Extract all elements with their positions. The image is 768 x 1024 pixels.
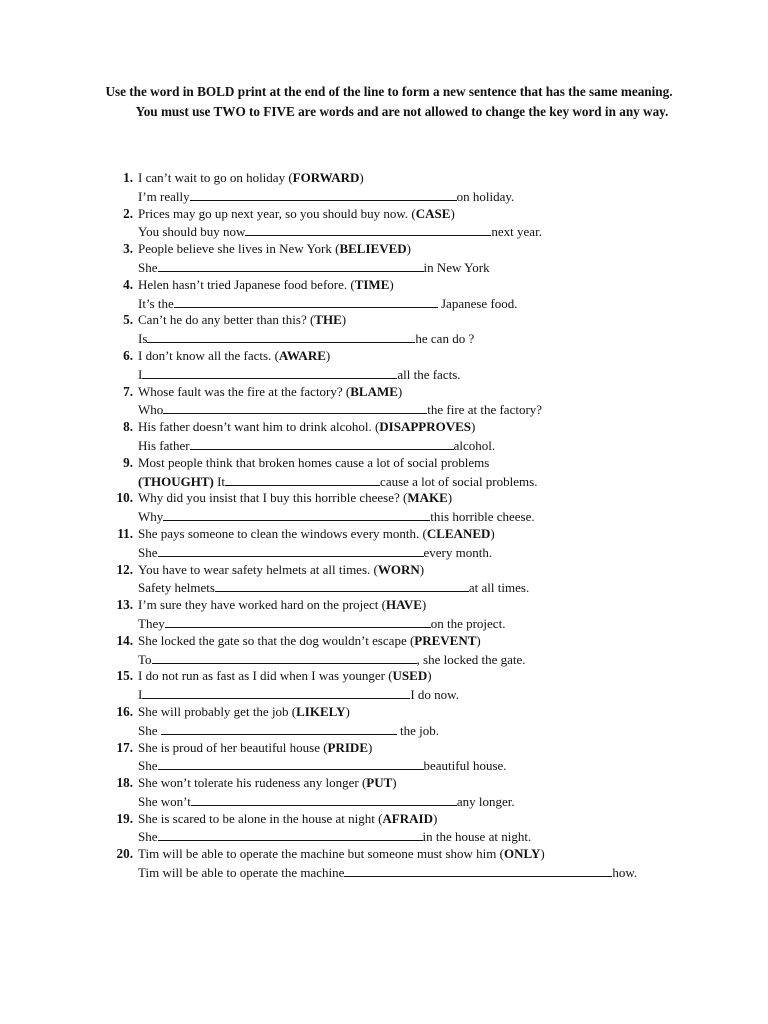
rewrite-start: You should buy now [138,224,246,240]
exercise-item [100,347,700,383]
item-sentence [138,703,350,721]
rewrite-line [138,756,507,775]
rewrite-start: Tim will be able to operate the machine [138,865,345,881]
rewrite-start: Who [138,402,164,418]
instructions [96,82,682,121]
rewrite-line [138,187,514,206]
item-number: 20. [116,846,133,862]
sentence-close: ) [450,205,455,221]
item-sentence [138,525,495,543]
item-sentence [138,632,481,650]
exercise-item [100,525,700,561]
item-number: 8. [123,419,133,435]
item-sentence [138,845,545,863]
item-sentence [138,739,372,757]
rewrite-line [138,827,531,846]
sentence-close: ) [368,739,373,755]
exercise-item [100,739,700,775]
key-word: HAVE [386,597,422,613]
item-sentence [138,276,394,294]
sentence-text: His father doesn’t want him to drink alcohol. ( [138,419,380,435]
item-sentence [138,489,452,507]
key-word: USED [392,668,428,684]
key-word: CLEANED [426,525,491,541]
answer-blank[interactable] [215,578,469,592]
item-number: 19. [116,810,133,826]
rewrite-end: at all times. [468,580,530,596]
exercise-item [100,454,700,490]
key-word: WORN [377,561,420,577]
rewrite-start: She won’t [138,793,191,809]
exercise-item [100,240,700,276]
rewrite-end: in the house at night. [422,829,532,845]
sentence-text: She locked the gate so that the dog wouldn’t escape ( [138,632,415,648]
sentence-close: ) [325,347,331,363]
rewrite-end: the fire at the factory? [427,402,543,418]
exercise-item [100,311,700,347]
key-word: DISAPPROVES [379,419,472,435]
rewrite-line [138,294,518,313]
rewrite-line [138,721,439,740]
sentence-text: Helen hasn’t tried Japanese food before. ( [138,276,355,292]
item-number: 18. [116,775,133,791]
sentence-text: She won’t tolerate his rudeness any longer ( [138,775,367,791]
sentence-text: Why did you insist that I buy this horrible cheese? ( [138,490,408,506]
rewrite-end: in New York [423,259,490,275]
rewrite-end: , she locked the gate. [416,651,526,667]
exercise-item [100,169,700,205]
sentence-close: ) [427,668,432,684]
key-word: (THOUGHT) [138,473,214,489]
rewrite-line [138,329,474,348]
sentence-text: Tim will be able to operate the machine but someone must show him ( [138,846,504,862]
key-word: THE [314,312,342,328]
key-word: BELIEVED [339,241,407,257]
rewrite-start: They [138,615,165,631]
answer-blank[interactable] [163,507,430,521]
rewrite-end: he can do ? [415,331,475,347]
sentence-close: ) [419,561,425,577]
exercise-item [100,205,700,241]
key-word: FORWARD [292,170,360,185]
item-sentence [138,169,364,187]
key-word: AFRAID [382,810,433,826]
rewrite-end: how. [612,865,638,881]
item-number: 4. [123,276,133,292]
answer-blank[interactable] [163,400,427,414]
sentence-text: I’m sure they have worked hard on the project ( [138,597,386,613]
sentence-close: ) [397,383,403,399]
rewrite-end: Japanese food. [437,295,518,311]
answer-blank[interactable] [158,543,424,557]
answer-blank[interactable] [225,472,380,486]
answer-blank[interactable] [344,863,612,877]
exercise-item [100,276,700,312]
key-word: MAKE [407,490,448,506]
rewrite-start: She [138,758,158,774]
sentence-text: People believe she lives in New York ( [138,241,340,257]
answer-blank[interactable] [190,187,457,201]
sentence-text: Prices may go up next year, so you should buy now. ( [138,205,416,221]
item-number: 3. [123,241,133,257]
exercise-list [100,169,700,881]
rewrite-start: She [138,259,158,275]
sentence-text: Whose fault was the fire at the factory? ( [138,383,351,399]
item-sentence [138,561,424,579]
rewrite-start: I’m really [138,188,190,204]
key-word: ONLY [504,846,541,862]
sentence-text: She will probably get the job ( [138,703,297,719]
item-sentence [138,667,432,685]
item-number: 6. [123,347,133,363]
item-number: 15. [116,668,133,684]
rewrite-start: I [138,366,143,382]
rewrite-start: To [138,651,152,667]
item-number: 16. [116,703,133,719]
instructions-part-2: You must use TWO to FIVE are words and are not allowed to change the key word in any way. [135,103,669,119]
item-number: 5. [123,312,133,328]
sentence-close: ) [389,276,394,292]
sentence-text: She is proud of her beautiful house ( [138,739,328,755]
rewrite-line [138,863,637,882]
key-word: AWARE [278,347,326,363]
rewrite-line [138,507,535,526]
answer-blank[interactable] [161,721,397,735]
rewrite-start: Why [138,509,164,525]
rewrite-end: on holiday. [456,188,515,204]
sentence-close: ) [447,490,453,506]
rewrite-line [138,792,515,811]
rewrite-end: beautiful house. [423,758,507,774]
answer-blank[interactable] [191,792,457,806]
key-word: PREVENT [414,632,477,648]
answer-blank[interactable] [158,756,424,770]
answer-blank[interactable] [152,650,417,664]
item-number: 13. [116,597,133,613]
item-number: 2. [123,205,133,221]
key-word: PRIDE [327,739,368,755]
rewrite-line [138,365,461,384]
item-sentence [138,596,426,614]
exercise-item [100,810,700,846]
sentence-close: ) [476,632,481,648]
rewrite-end: next year. [491,224,542,240]
rewrite-start: She [138,544,158,560]
exercise-item [100,632,700,668]
sentence-text: I don’t know all the facts. ( [138,347,279,363]
item-sentence [138,774,397,792]
rewrite-line [138,472,537,491]
sentence-close: ) [359,170,364,185]
exercise-item [100,489,700,525]
answer-blank[interactable] [158,827,423,841]
rewrite-line [138,400,542,419]
rewrite-start: It’s the [138,295,174,311]
answer-blank[interactable] [142,685,410,699]
sentence-text: Can’t he do any better than this? ( [138,312,315,328]
rewrite-line [138,436,495,455]
item-sentence [138,240,411,258]
rewrite-end: alcohol. [453,437,496,453]
item-number: 11. [117,525,133,541]
key-word: CASE [415,205,451,221]
sentence-close: ) [392,775,397,791]
key-word: LIKELY [296,703,346,719]
rewrite-end: this horrible cheese. [430,509,535,525]
answer-blank[interactable] [174,294,438,308]
sentence-close: ) [490,525,495,541]
exercise-item [100,561,700,597]
item-number: 12. [116,561,133,577]
answer-blank[interactable] [158,258,424,272]
sentence-close: ) [540,846,545,862]
item-number: 10. [116,490,133,506]
rewrite-end: all the facts. [397,366,461,382]
sentence-text: She is scared to be alone in the house at night ( [138,810,383,826]
rewrite-end: the job. [396,722,439,738]
item-number: 1. [123,170,133,185]
rewrite-line [138,258,490,277]
sentence-text: She pays someone to clean the windows every month. ( [138,525,427,541]
rewrite-line [138,650,526,669]
exercise-item [100,418,700,454]
key-word: PUT [366,775,393,791]
answer-blank[interactable] [147,329,415,343]
answer-blank[interactable] [165,614,431,628]
exercise-item [100,774,700,810]
sentence-close: ) [345,703,350,719]
rewrite-line [138,685,459,704]
item-number: 9. [123,454,133,470]
sentence-text: I can’t wait to go on holiday ( [138,170,293,185]
rewrite-end: any longer. [456,793,515,809]
item-sentence [138,810,437,828]
rewrite-start [138,474,225,489]
rewrite-start: Safety helmets [138,580,215,596]
rewrite-end: every month. [423,544,493,560]
exercise-item [100,667,700,703]
rewrite-start: His father [138,437,190,453]
key-word: BLAME [350,383,398,399]
sentence-close: ) [471,419,476,435]
item-sentence [138,418,475,436]
sentence-close: ) [432,810,438,826]
sentence-close: ) [421,597,427,613]
exercise-item [100,703,700,739]
item-number: 14. [116,632,133,648]
item-sentence [138,347,330,365]
rewrite-start: She [138,829,158,845]
rewrite-line [138,222,542,241]
item-sentence [138,454,489,472]
exercise-item [100,845,700,881]
sentence-text: You have to wear safety helmets at all times. ( [138,561,378,577]
instructions-part-1: Use the word in BOLD print at the end of the line to form a new sentence that has the same meaning. [105,84,673,99]
sentence-close: ) [406,241,412,257]
answer-blank[interactable] [190,436,454,450]
rewrite-line [138,578,529,597]
item-number: 7. [123,383,133,399]
sentence-close: ) [341,312,347,328]
rewrite-line [138,543,492,562]
exercise-item [100,596,700,632]
key-word: TIME [354,276,390,292]
item-number: 17. [116,739,133,755]
answer-blank[interactable] [142,365,397,379]
rewrite-start: I [138,687,143,703]
item-sentence [138,205,455,223]
rewrite-start: She [138,722,161,738]
rewrite-end: on the project. [430,615,506,631]
rewrite-line [138,614,505,633]
rewrite-start-text: It [213,473,226,489]
sentence-text: I do not run as fast as I did when I was younger ( [138,668,393,684]
rewrite-start: Is [138,331,148,347]
rewrite-end: cause a lot of social problems. [380,473,538,489]
rewrite-end: I do now. [410,687,459,703]
sentence-text: Most people think that broken homes cause a lot of social problems [138,454,490,470]
item-sentence [138,311,346,329]
exercise-item [100,383,700,419]
item-sentence [138,383,402,401]
answer-blank[interactable] [245,222,491,236]
